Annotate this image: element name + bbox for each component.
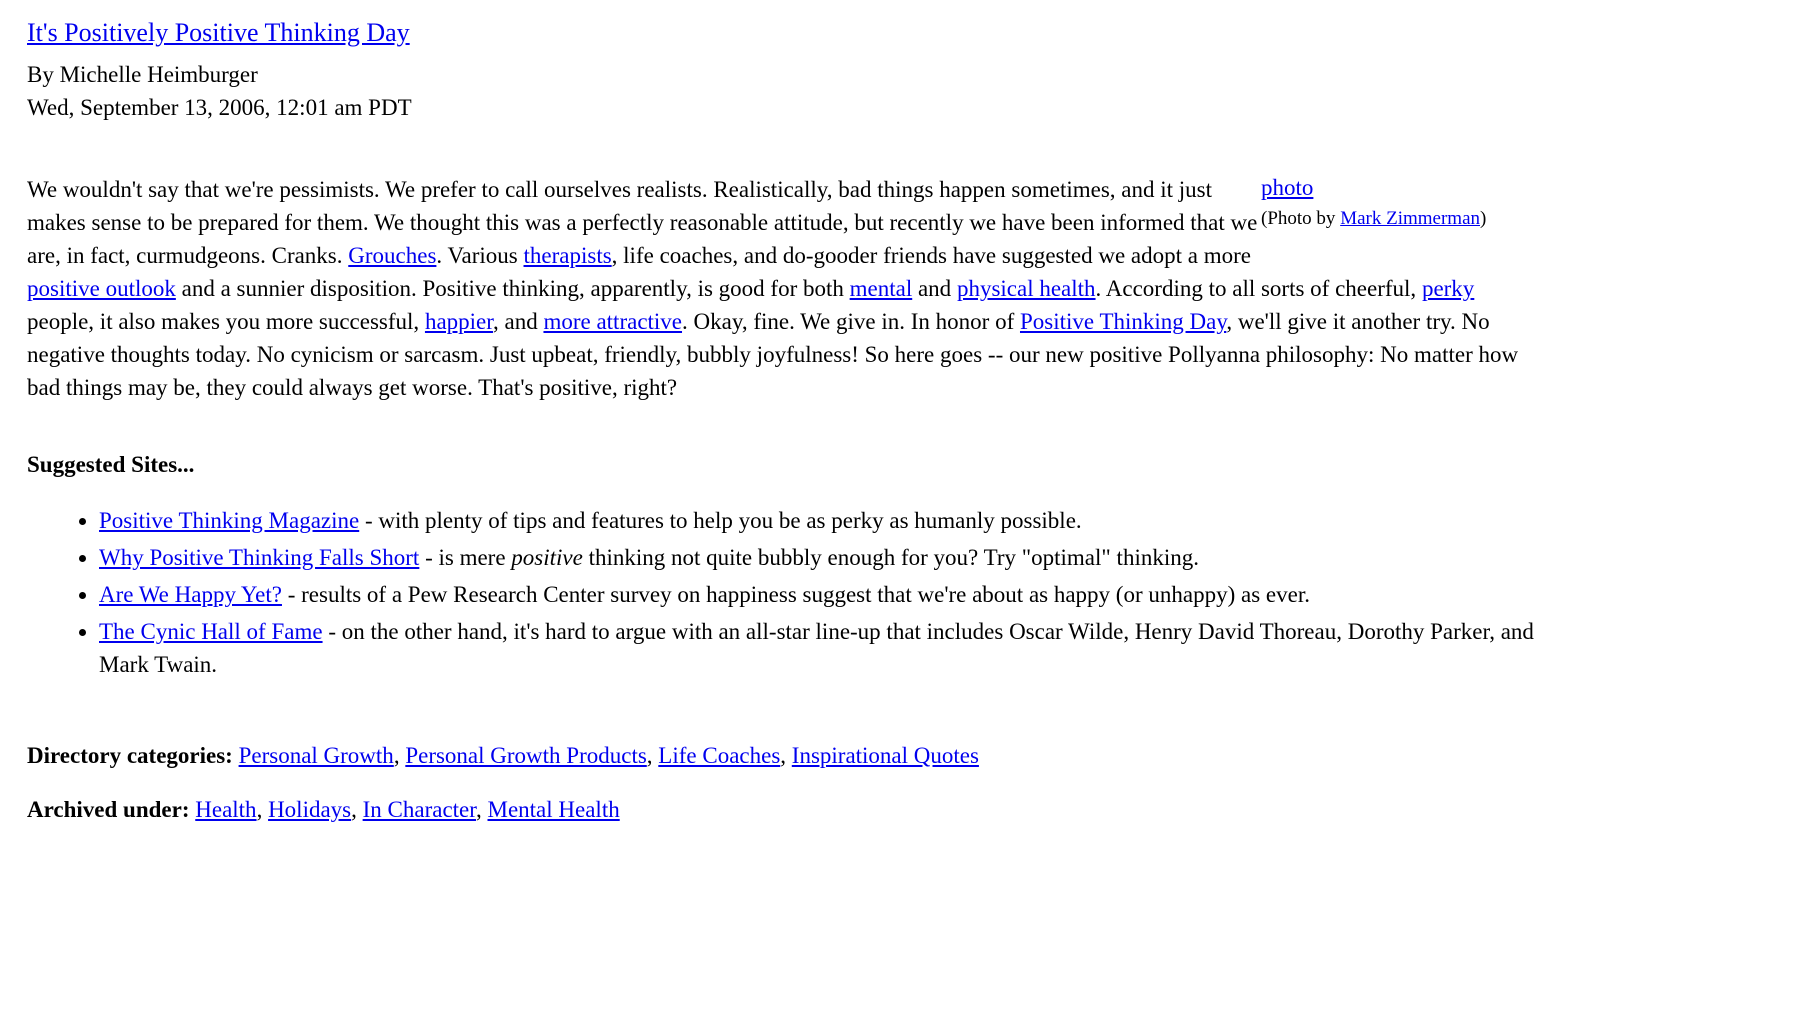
link-physical-health[interactable]: physical health [956,276,1096,301]
text-segment: . Various [436,243,524,268]
directory-categories-label: Directory categories: [27,743,233,768]
photo-credit-prefix: (Photo by [1261,208,1341,229]
text-segment: , life coaches, and do-gooder friends have suggested we adopt a more [611,243,1251,268]
link-personal-growth-products[interactable]: Personal Growth Products [405,743,647,768]
text-segment: - on the other hand, it's hard to argue with an all-star line-up that includes Oscar Wilde, Henry David Thoreau, Dorothy Parker, and Mark Twain. [99,619,1534,677]
dateline: Wed, September 13, 2006, 12:01 am PDT [27,95,412,120]
suggested-site-item [99,504,1545,537]
link-why-positive-thinking-falls-short[interactable]: Why Positive Thinking Falls Short [99,545,420,570]
content [27,18,1545,826]
link-perky[interactable]: perky [1421,276,1475,301]
link-separator: , [476,797,488,822]
text-segment: people, it also makes you more successful, [27,309,425,334]
photo-credit-link[interactable]: Mark Zimmerman [1340,208,1481,229]
link-health[interactable]: Health [195,797,257,822]
link-separator: , [256,797,269,822]
suggested-site-item [99,541,1545,574]
archived-under-line [27,793,1545,826]
text-segment: . According to all sorts of cheerful, [1095,276,1422,301]
link-holidays[interactable]: Holidays [268,797,352,822]
link-grouches[interactable]: Grouches [348,243,437,268]
archived-under-label: Archived under: [27,797,190,822]
text-segment: , we'll give it another try. No negative thoughts today. No cynicism or sarcasm. Just upbeat, friendly, bubbly joyfulness! So here goes -- our new positive Pollyanna philosophy: No matter how bad things may be, they could always get worse. That's positive, right? [27,309,1519,400]
link-separator: , [780,743,792,768]
text-segment: . Okay, fine. We give in. In honor of [682,309,1020,334]
suggested-site-item [99,615,1545,681]
link-positive-thinking-day[interactable]: Positive Thinking Day [1019,309,1227,334]
link-therapists[interactable]: therapists [523,243,612,268]
byline: By Michelle Heimburger [27,62,258,87]
text-segment: thinking not quite bubbly enough for you? Try "optimal" thinking. [582,545,1199,570]
photo-credit-suffix: ) [1480,208,1487,229]
link-separator: , [393,743,406,768]
suggested-sites-heading: Suggested Sites... [27,452,195,477]
link-positive-thinking-magazine[interactable]: Positive Thinking Magazine [99,508,360,533]
link-positive-outlook[interactable]: positive outlook [27,276,176,301]
link-separator: , [646,743,659,768]
link-happier[interactable]: happier [424,309,493,334]
post-title-link[interactable]: It's Positively Positive Thinking Day [27,18,410,47]
photo-link[interactable]: photo [1261,175,1314,200]
directory-categories-line [27,739,1545,772]
link-more-attractive[interactable]: more attractive [543,309,683,334]
text-segment: and a sunnier disposition. Positive thinking, apparently, is good for both [175,276,850,301]
link-life-coaches[interactable]: Life Coaches [658,743,781,768]
post-title [27,18,1545,48]
photo-credit [1261,206,1545,231]
suggested-site-item [99,578,1545,611]
text-segment: - with plenty of tips and features to help you be as perky as humanly possible. [359,508,1082,533]
italic-text: positive [511,545,583,570]
archived-under-links [195,797,619,822]
link-separator: , [351,797,363,822]
article-body [27,173,1545,404]
photo-box [1261,173,1545,269]
link-mental-health[interactable]: Mental Health [487,797,620,822]
text-segment: We wouldn't say that we're pessimists. We prefer to call ourselves realists. Realistically, bad things happen sometimes, and it just makes sense to be prepared for them. We thought this was a perfectly reasonable attitude, but recently we have been informed that we are, in fact, curmudgeons. Cranks. [27,177,1258,268]
text-segment: and [912,276,957,301]
link-the-cynic-hall-of-fame[interactable]: The Cynic Hall of Fame [99,619,323,644]
text-segment: - results of a Pew Research Center survey on happiness suggest that we're about as happy (or unhappy) as ever. [281,582,1310,607]
link-personal-growth[interactable]: Personal Growth [238,743,394,768]
directory-categories-links [239,743,979,768]
link-are-we-happy-yet[interactable]: Are We Happy Yet? [99,582,282,607]
link-mental[interactable]: mental [849,276,913,301]
link-inspirational-quotes[interactable]: Inspirational Quotes [791,743,979,768]
text-segment: , and [492,309,544,334]
suggested-sites-list [27,504,1545,681]
link-in-character[interactable]: In Character [362,797,476,822]
text-segment: - is mere [419,545,512,570]
